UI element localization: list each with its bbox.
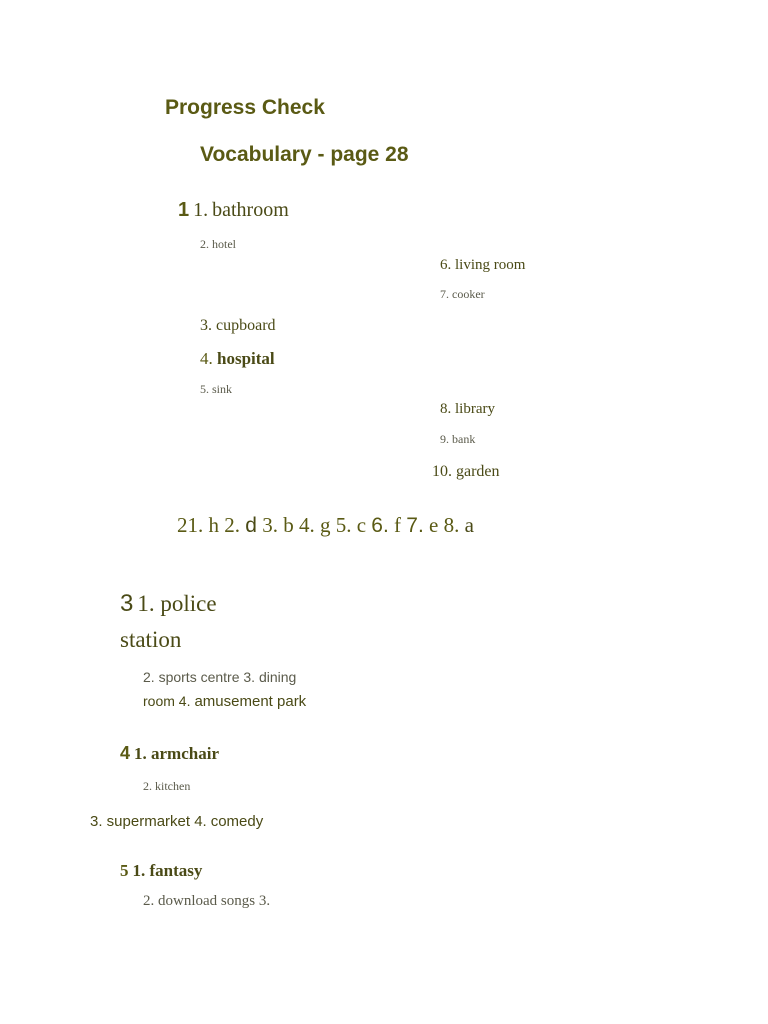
answer-word: living room [455, 257, 526, 273]
answer-letter: f [394, 513, 402, 537]
answer-number: 10. [432, 463, 452, 480]
exercise-number: 3 [120, 590, 134, 617]
answer-text: 1. police [137, 591, 217, 616]
answer-number: 2. [200, 237, 209, 251]
answer-letter: a [464, 513, 474, 537]
answer-text: room 4. [143, 693, 191, 709]
answer-word: hotel [212, 237, 236, 251]
answer-word: garden [456, 463, 500, 480]
answer-number: 5. [200, 382, 209, 396]
exercise-2-line [177, 515, 474, 536]
answer-number: 8. [440, 401, 452, 417]
answer-letter: h [208, 513, 219, 537]
answer-item [200, 350, 275, 367]
answer-number: 9. [440, 432, 449, 446]
answer-text: 2. kitchen [143, 779, 191, 793]
answer-number: 6. [440, 257, 452, 273]
answer-word: hospital [217, 349, 275, 368]
answer-text: amusement park [194, 693, 307, 710]
answer-number: 7. [440, 287, 449, 301]
section-subtitle [200, 144, 409, 165]
answer-item [200, 318, 276, 334]
exercise-3-line-4 [143, 694, 306, 710]
answer-number: 6. [371, 514, 389, 537]
answer-item [440, 288, 485, 300]
exercise-4-line-3 [90, 814, 263, 830]
answer-word: cooker [452, 287, 485, 301]
exercise-number: 1 [178, 199, 190, 221]
answer-text: 3. supermarket 4. [90, 813, 207, 830]
answer-number: 4. [298, 513, 315, 537]
answer-word: library [455, 401, 495, 417]
answer-number: 3. [262, 513, 278, 537]
answer-item [440, 402, 495, 417]
answer-item [432, 464, 500, 480]
answer-number: 3. [200, 317, 212, 334]
answer-text: 2. download songs 3. [143, 893, 271, 909]
answer-letter: e [429, 513, 439, 537]
answer-letter: d [245, 514, 257, 537]
answer-word: bathroom [212, 199, 289, 221]
exercise-4-line-1 [120, 744, 219, 763]
page-title: Progress Check [165, 96, 325, 119]
answer-letter: b [283, 513, 294, 537]
answer-word: bank [452, 432, 476, 446]
answer-number: 5. [335, 513, 352, 537]
answer-text: 2. sports centre 3. dining [143, 669, 297, 685]
exercise-3-line-1 [120, 592, 217, 616]
answer-text: comedy [210, 813, 264, 830]
exercise-5-line-1 [120, 862, 202, 880]
answer-item [440, 258, 525, 273]
answer-number: 1. [193, 199, 209, 221]
answer-number: 7. [406, 514, 424, 537]
answer-number: 2. [224, 513, 240, 537]
exercise-1-line-1 [178, 200, 289, 220]
answer-word: cupboard [216, 317, 276, 334]
subtitle-page: page 28 [330, 143, 409, 166]
answer-text: station [120, 627, 182, 652]
exercise-number: 5 [120, 861, 129, 880]
answer-item [200, 238, 236, 250]
exercise-number: 4 [120, 743, 131, 763]
answer-word: sink [212, 382, 233, 396]
answer-letter: g [319, 513, 331, 537]
answer-item [200, 383, 232, 395]
subtitle-prefix: Vocabulary - [200, 143, 331, 166]
answer-number: 4. [200, 349, 213, 368]
answer-text: 1. armchair [134, 744, 219, 763]
answer-letter: c [356, 513, 367, 537]
answer-item [440, 433, 475, 445]
answer-number: 8. [443, 513, 460, 537]
answer-text: 1. fantasy [132, 861, 203, 880]
answer-number: 21. [177, 513, 204, 537]
